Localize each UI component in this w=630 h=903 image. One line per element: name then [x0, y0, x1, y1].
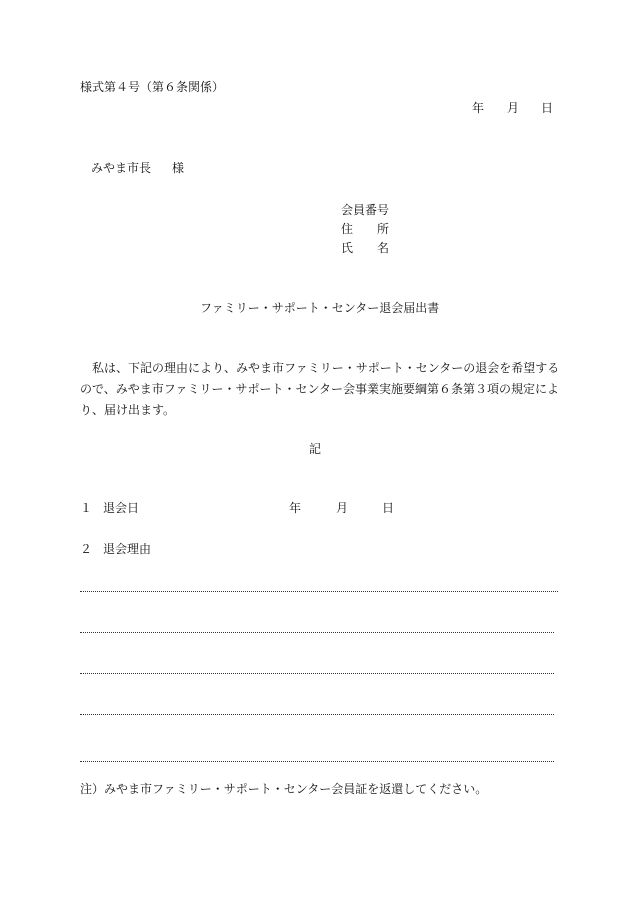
- form-number: 様式第４号（第６条関係）: [80, 80, 225, 94]
- addressee-name: みやま市長: [91, 161, 152, 175]
- address-label-1: 住: [341, 222, 354, 236]
- item2-label: 退会理由: [103, 542, 152, 556]
- reason-line-2[interactable]: [80, 632, 554, 633]
- date-year-label: 年: [472, 101, 485, 115]
- reason-line-3[interactable]: [80, 673, 554, 674]
- item1-label: 退会日: [103, 501, 140, 515]
- reason-line-5[interactable]: [80, 761, 554, 762]
- member-number-label: 会員番号: [341, 203, 390, 217]
- item1-number: １: [80, 501, 93, 515]
- addressee-honorific: 様: [172, 161, 185, 175]
- item2-number: ２: [80, 542, 93, 556]
- body-line-1: 私は、下記の理由により、みやま市ファミリー・サポート・センターの退会を希望する: [92, 361, 560, 375]
- item1-month-label: 月: [336, 501, 349, 515]
- date-day-label: 日: [541, 101, 554, 115]
- reason-line-1[interactable]: [80, 591, 558, 592]
- item1-day-label: 日: [382, 501, 395, 515]
- document-title: ファミリー・サポート・センター退会届出書: [200, 301, 440, 315]
- item1-year-label: 年: [289, 501, 302, 515]
- body-line-2: ので、みやま市ファミリー・サポート・センター会事業実施要綱第６条第３項の規定によ: [80, 382, 560, 396]
- ki-label: 記: [309, 442, 322, 456]
- body-line-3: り、届け出ます。: [80, 403, 176, 417]
- address-label-2: 所: [377, 222, 390, 236]
- footnote: 注）みやま市ファミリー・サポート・センター会員証を返還してください。: [80, 782, 488, 796]
- reason-line-4[interactable]: [80, 714, 554, 715]
- date-month-label: 月: [507, 101, 520, 115]
- name-label-1: 氏: [341, 241, 354, 255]
- name-label-2: 名: [377, 241, 390, 255]
